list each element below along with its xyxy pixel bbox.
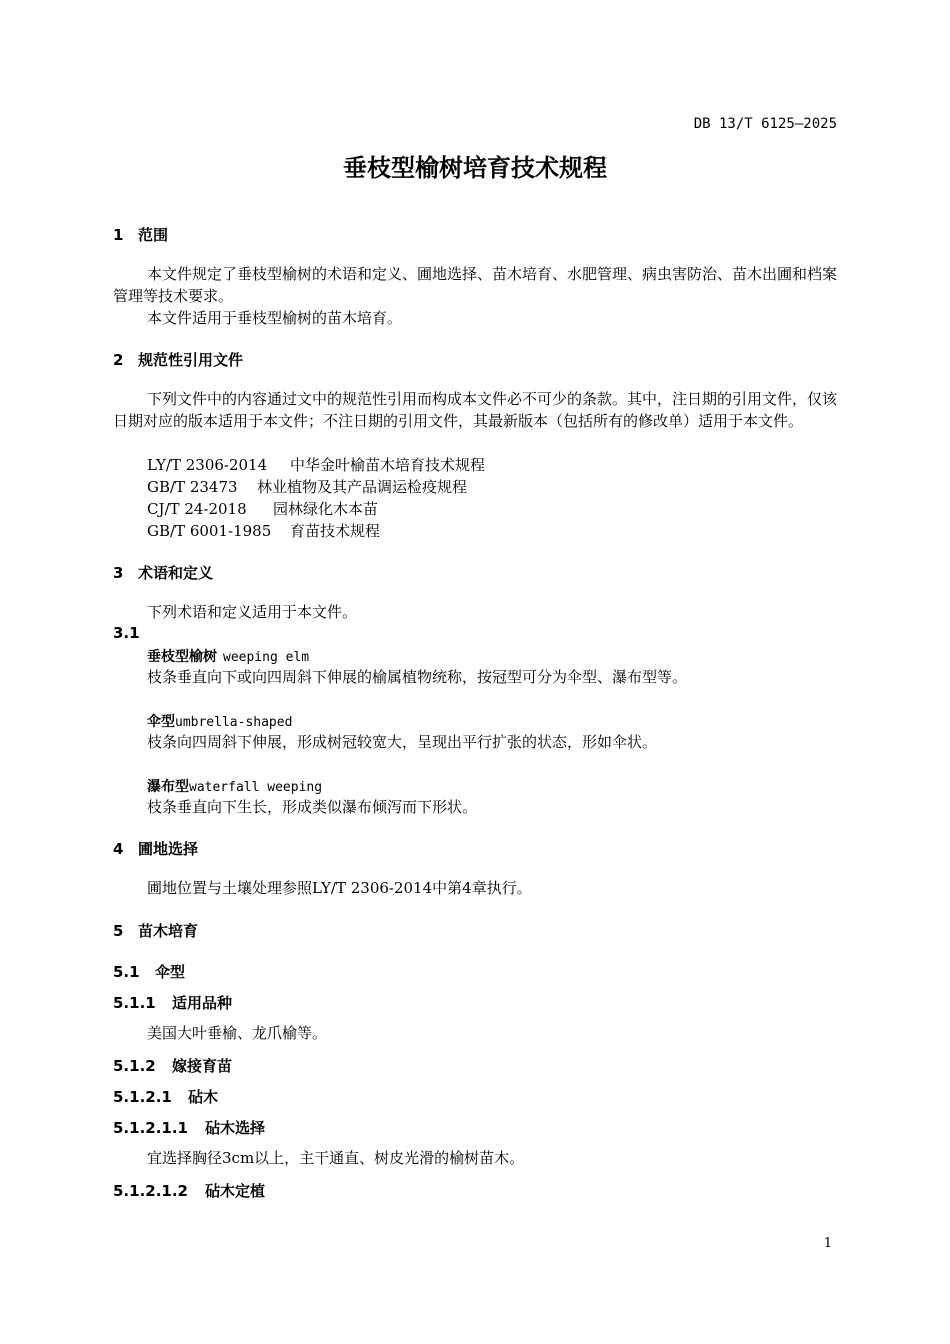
subsection-5-1-2-1-heading: [113, 1086, 218, 1107]
subsection-title: 伞型: [155, 963, 186, 981]
subsection-title: 嫁接育苗: [172, 1057, 233, 1075]
subsection-5-1-heading: [113, 961, 185, 982]
subsection-number: 5.1: [113, 963, 140, 981]
subsection-title: 砧木选择: [205, 1119, 266, 1137]
normative-reference: [147, 520, 380, 542]
term-definition: 枝条垂直向下生长，形成类似瀑布倾泻而下形状。: [147, 798, 478, 816]
section-4-heading: [113, 838, 198, 859]
section-number: 4: [113, 840, 124, 858]
reference-code: GB/T 23473: [147, 478, 238, 496]
subsection-5-1-2-1-2-heading: [113, 1180, 265, 1201]
subsection-number: 5.1.2.1: [113, 1088, 172, 1106]
section-4-paragraph: 圃地位置与土壤处理参照LY/T 2306-2014中第4章执行。: [147, 879, 532, 897]
subsection-number: 5.1.1: [113, 994, 156, 1012]
section-number: 5: [113, 922, 124, 940]
section-5-heading: [113, 920, 198, 941]
standard-code: DB 13/T 6125—2025: [693, 116, 837, 132]
section-title: 规范性引用文件: [138, 351, 244, 369]
section-number: 1: [113, 226, 124, 244]
term-heading: [147, 711, 292, 731]
subsection-title: 适用品种: [172, 994, 233, 1012]
page-number: 1: [823, 1236, 832, 1251]
reference-title: 育苗技术规程: [290, 522, 381, 540]
subsection-number: 5.1.2.1.2: [113, 1182, 188, 1200]
term-heading: [147, 776, 322, 796]
reference-code: CJ/T 24-2018: [147, 500, 247, 518]
subsection-5-1-2-1-1-paragraph: 宜选择胸径3cm以上，主干通直、树皮光滑的榆树苗木。: [147, 1149, 525, 1167]
term-heading: [147, 646, 309, 666]
term-chinese: 垂枝型榆树: [147, 649, 217, 665]
section-title: 圃地选择: [138, 840, 199, 858]
section-1-paragraph-1: 本文件规定了垂枝型榆树的术语和定义、圃地选择、苗木培育、水肥管理、病虫害防治、苗木出圃和档案管理等技术要求。: [113, 265, 838, 305]
section-3-intro: 下列术语和定义适用于本文件。: [147, 603, 358, 621]
subsection-5-1-1-paragraph: 美国大叶垂榆、龙爪榆等。: [147, 1024, 328, 1042]
reference-title: 中华金叶榆苗木培育技术规程: [290, 456, 486, 474]
subsection-number: 5.1.2.1.1: [113, 1119, 188, 1137]
subsection-title: 砧木定植: [205, 1182, 266, 1200]
term-definition: 枝条向四周斜下伸展，形成树冠较宽大，呈现出平行扩张的状态，形如伞状。: [147, 733, 658, 751]
term-entry-number: 3.1: [113, 624, 140, 642]
section-2-paragraph-1: 下列文件中的内容通过文中的规范性引用而构成本文件必不可少的条款。其中，注日期的引用文件，仅该日期对应的版本适用于本文件；不注日期的引用文件，其最新版本（包括所有的修改单）适用于本文件。: [113, 390, 838, 430]
reference-code: GB/T 6001-1985: [147, 522, 272, 540]
subsection-number: 5.1.2: [113, 1057, 156, 1075]
reference-code: LY/T 2306-2014: [147, 456, 268, 474]
term-definition: 枝条垂直向下或向四周斜下伸展的榆属植物统称，按冠型可分为伞型、瀑布型等。: [147, 668, 688, 686]
subsection-5-1-1-heading: [113, 992, 232, 1013]
section-1-paragraph-2: 本文件适用于垂枝型榆树的苗木培育。: [147, 309, 403, 327]
section-title: 苗木培育: [138, 922, 199, 940]
normative-reference: [147, 454, 485, 476]
term-chinese: 伞型: [147, 714, 175, 730]
normative-reference: [147, 476, 467, 498]
subsection-5-1-2-heading: [113, 1055, 232, 1076]
section-number: 2: [113, 351, 124, 369]
term-chinese: 瀑布型: [147, 779, 189, 795]
reference-title: 林业植物及其产品调运检疫规程: [257, 478, 468, 496]
section-1-heading: [113, 224, 168, 245]
term-english: waterfall weeping: [189, 780, 323, 795]
normative-reference: [147, 498, 378, 520]
section-3-heading: [113, 562, 213, 583]
subsection-title: 砧木: [188, 1088, 219, 1106]
section-2-heading: [113, 349, 243, 370]
term-english: weeping elm: [223, 650, 310, 665]
subsection-5-1-2-1-1-heading: [113, 1117, 265, 1138]
section-title: 术语和定义: [138, 564, 214, 582]
document-title: 垂枝型榆树培育技术规程: [343, 154, 607, 182]
reference-title: 园林绿化木本苗: [273, 500, 379, 518]
term-english: umbrella-shaped: [175, 715, 293, 730]
section-title: 范围: [138, 226, 169, 244]
section-number: 3: [113, 564, 124, 582]
